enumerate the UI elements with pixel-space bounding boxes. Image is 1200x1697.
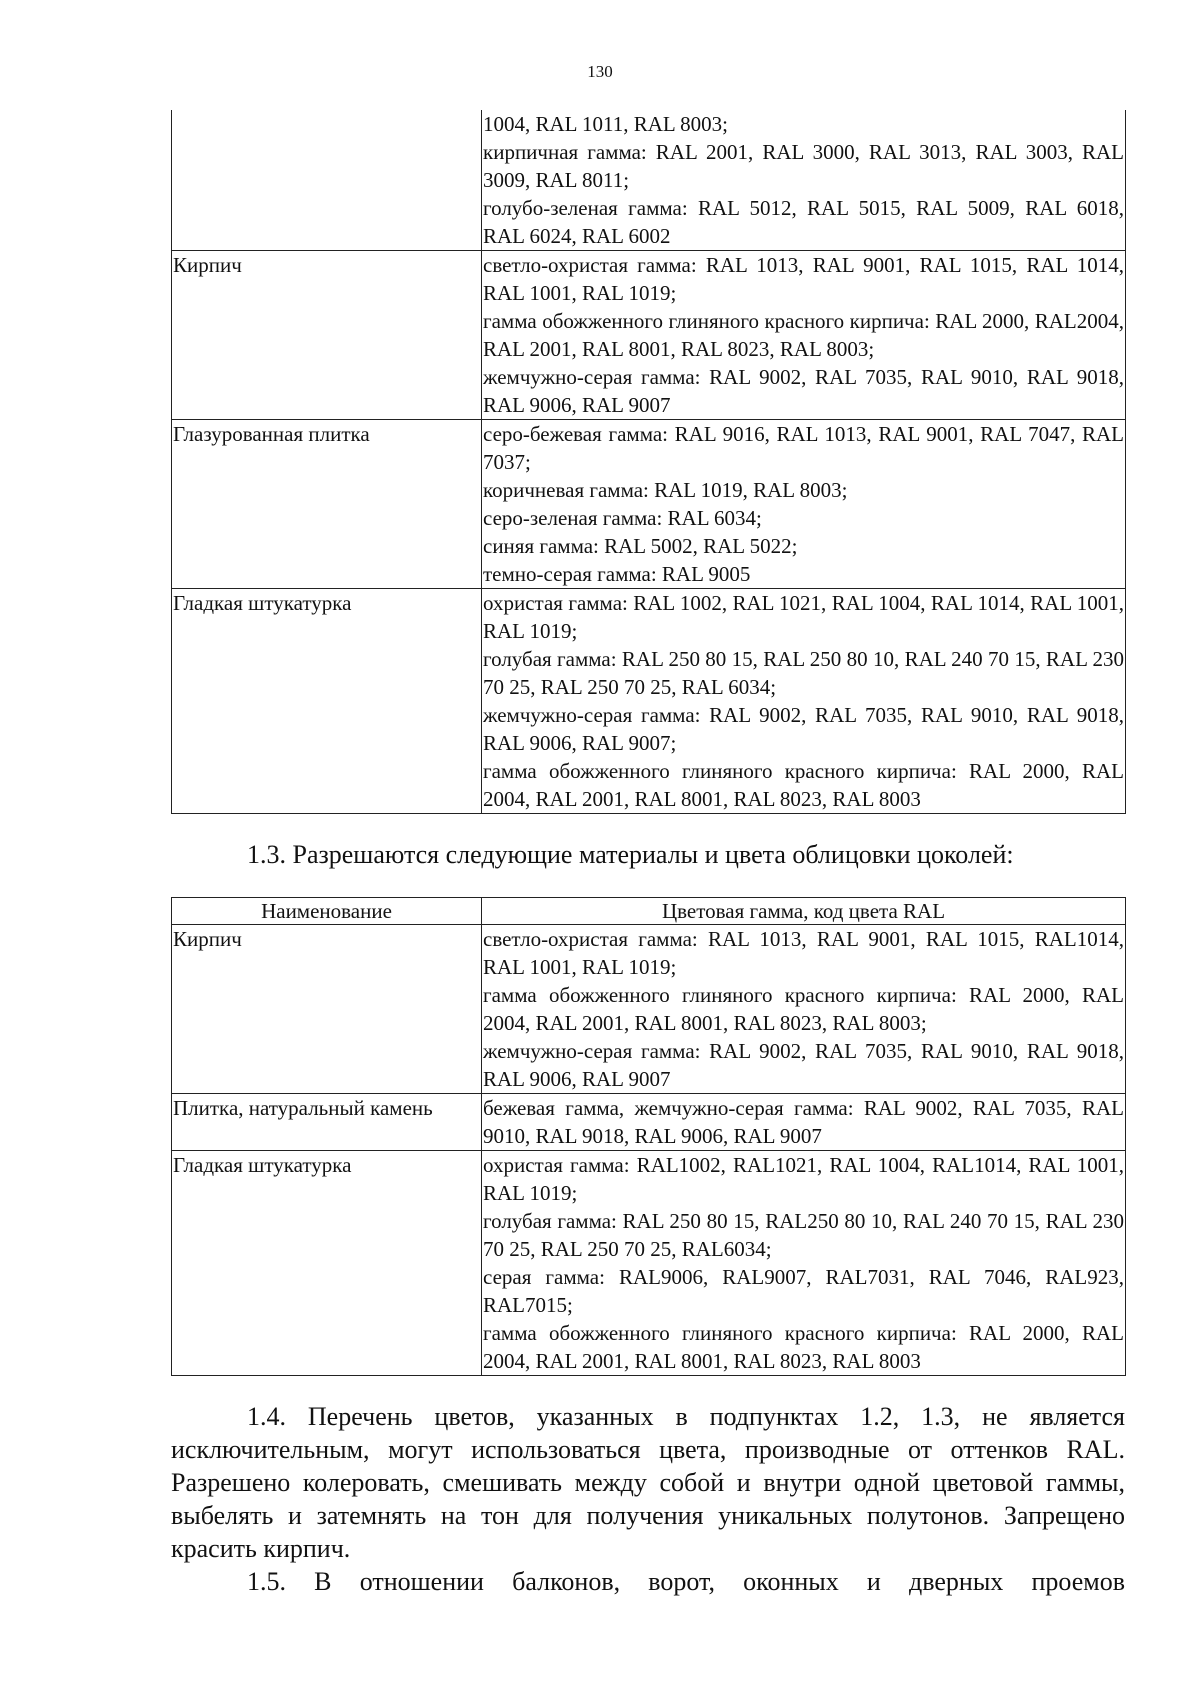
table-row bbox=[172, 925, 1126, 1094]
paragraph-1-4: 1.4. Перечень цветов, указанных в подпунктах 1.2, 1.3, не является исключительным, могут использоваться цвета, производные от оттенков RAL. Разрешено колеровать, смешивать между собой и внутри одной цветовой гаммы, выбелять и затемнять на тон для получения уникальных полутонов. Запрещено красить кирпич. bbox=[171, 1402, 1125, 1563]
color-range-cell bbox=[482, 110, 1126, 251]
color-range-line: гамма обожженного глиняного красного кирпича: RAL 2000, RAL 2004, RAL 2001, RAL 8001, RAL 8023, RAL 8003 bbox=[483, 759, 1124, 811]
color-range-cell bbox=[482, 589, 1126, 814]
color-range-line: жемчужно-серая гамма: RAL 9002, RAL 7035, RAL 9010, RAL 9018, RAL 9006, RAL 9007; bbox=[483, 703, 1124, 755]
page-number: 130 bbox=[587, 62, 613, 81]
color-range-line: кирпичная гамма: RAL 2001, RAL 3000, RAL 3013, RAL 3003, RAL 3009, RAL 8011; bbox=[483, 140, 1124, 192]
plinth-table-header-row bbox=[172, 898, 1126, 925]
color-range-line: синяя гамма: RAL 5002, RAL 5022; bbox=[483, 534, 798, 558]
material-name-cell bbox=[172, 110, 482, 251]
material-name-cell: Кирпич bbox=[172, 925, 482, 1094]
color-range-line: гамма обожженного глиняного красного кирпича: RAL 2000, RAL 2004, RAL 2001, RAL 8001, RAL 8023, RAL 8003; bbox=[483, 983, 1124, 1035]
plinth-colors-table bbox=[171, 897, 1126, 1376]
facade-colors-table-continued bbox=[171, 110, 1126, 814]
color-range-line: 1004, RAL 1011, RAL 8003; bbox=[483, 112, 728, 136]
material-name-cell: Гладкая штукатурка bbox=[172, 589, 482, 814]
color-range-line: гамма обожженного глиняного красного кирпича: RAL 2000, RAL2004, RAL 2001, RAL 8001, RAL 8023, RAL 8003; bbox=[483, 309, 1124, 361]
table-row bbox=[172, 420, 1126, 589]
table-row bbox=[172, 1151, 1126, 1376]
color-range-line: серо-зеленая гамма: RAL 6034; bbox=[483, 506, 762, 530]
color-range-line: серая гамма: RAL9006, RAL9007, RAL7031, RAL 7046, RAL923, RAL7015; bbox=[483, 1265, 1124, 1317]
color-range-cell bbox=[482, 1094, 1126, 1151]
column-header-name: Наименование bbox=[172, 898, 482, 925]
table-row bbox=[172, 1094, 1126, 1151]
color-range-cell bbox=[482, 251, 1126, 420]
table-row bbox=[172, 110, 1126, 251]
material-name-cell: Кирпич bbox=[172, 251, 482, 420]
table-row bbox=[172, 251, 1126, 420]
color-range-line: жемчужно-серая гамма: RAL 9002, RAL 7035, RAL 9010, RAL 9018, RAL 9006, RAL 9007 bbox=[483, 1039, 1124, 1091]
color-range-line: гамма обожженного глиняного красного кирпича: RAL 2000, RAL 2004, RAL 2001, RAL 8001, RAL 8023, RAL 8003 bbox=[483, 1321, 1124, 1373]
material-name-cell: Глазурованная плитка bbox=[172, 420, 482, 589]
color-range-line: коричневая гамма: RAL 1019, RAL 8003; bbox=[483, 478, 848, 502]
color-range-line: жемчужно-серая гамма: RAL 9002, RAL 7035, RAL 9010, RAL 9018, RAL 9006, RAL 9007 bbox=[483, 365, 1124, 417]
column-header-color-range: Цветовая гамма, код цвета RAL bbox=[482, 898, 1126, 925]
section-1-3-heading: 1.3. Разрешаются следующие материалы и цвета облицовки цоколей: bbox=[247, 840, 1014, 869]
facade-colors-table-body bbox=[172, 110, 1126, 814]
color-range-line: голубая гамма: RAL 250 80 15, RAL 250 80 10, RAL 240 70 15, RAL 230 70 25, RAL 250 70 25, RAL 6034; bbox=[483, 647, 1124, 699]
color-range-line: темно-серая гамма: RAL 9005 bbox=[483, 562, 751, 586]
color-range-cell bbox=[482, 1151, 1126, 1376]
color-range-line: серо-бежевая гамма: RAL 9016, RAL 1013, RAL 9001, RAL 7047, RAL 7037; bbox=[483, 422, 1124, 474]
material-name-cell: Гладкая штукатурка bbox=[172, 1151, 482, 1376]
material-name-cell: Плитка, натуральный камень bbox=[172, 1094, 482, 1151]
color-range-line: бежевая гамма, жемчужно-серая гамма: RAL 9002, RAL 7035, RAL 9010, RAL 9018, RAL 9006, RAL 9007 bbox=[483, 1096, 1124, 1148]
color-range-line: охристая гамма: RAL1002, RAL1021, RAL 1004, RAL1014, RAL 1001, RAL 1019; bbox=[483, 1153, 1124, 1205]
color-range-line: голубая гамма: RAL 250 80 15, RAL250 80 10, RAL 240 70 15, RAL 230 70 25, RAL 250 70 25, RAL6034; bbox=[483, 1209, 1124, 1261]
color-range-line: светло-охристая гамма: RAL 1013, RAL 9001, RAL 1015, RAL1014, RAL 1001, RAL 1019; bbox=[483, 927, 1124, 979]
paragraph-1-5: 1.5. В отношении балконов, ворот, оконных и дверных проемов bbox=[247, 1567, 1125, 1596]
color-range-line: охристая гамма: RAL 1002, RAL 1021, RAL 1004, RAL 1014, RAL 1001, RAL 1019; bbox=[483, 591, 1124, 643]
color-range-cell bbox=[482, 420, 1126, 589]
plinth-colors-table-body bbox=[172, 925, 1126, 1376]
color-range-line: голубо-зеленая гамма: RAL 5012, RAL 5015, RAL 5009, RAL 6018, RAL 6024, RAL 6002 bbox=[483, 196, 1124, 248]
table-row bbox=[172, 589, 1126, 814]
color-range-line: светло-охристая гамма: RAL 1013, RAL 9001, RAL 1015, RAL 1014, RAL 1001, RAL 1019; bbox=[483, 253, 1124, 305]
color-range-cell bbox=[482, 925, 1126, 1094]
